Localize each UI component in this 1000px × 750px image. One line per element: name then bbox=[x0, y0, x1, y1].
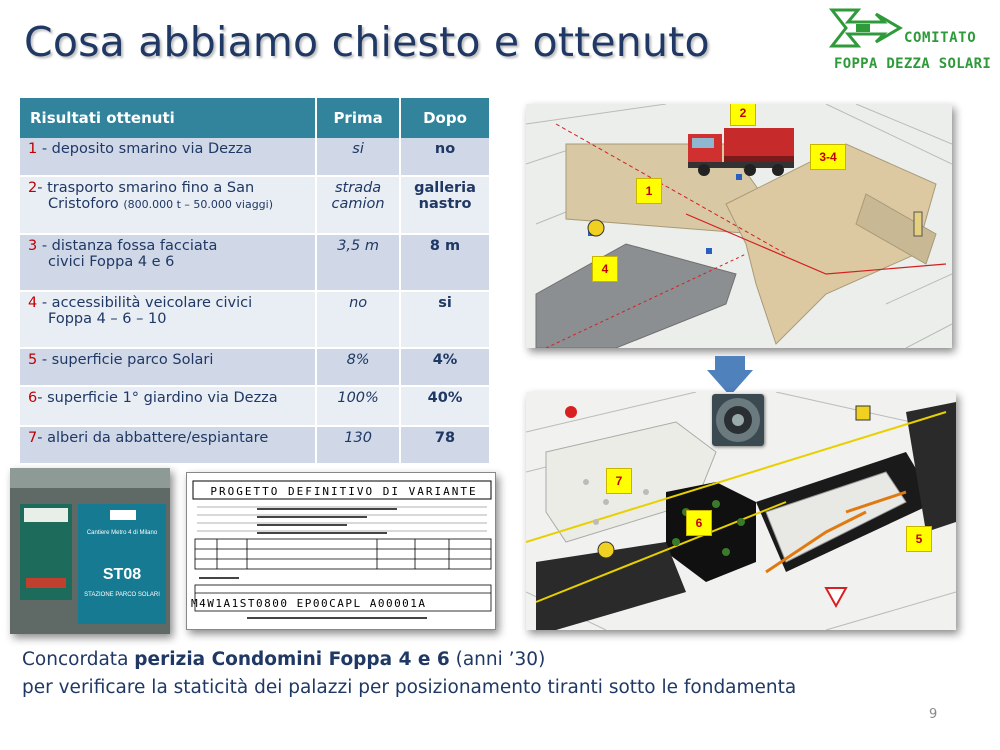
caption-line-1: Concordata perizia Condomini Foppa 4 e 6 (anni ’30) bbox=[22, 649, 546, 670]
drilling-shaft-drawing bbox=[712, 394, 764, 446]
map-marker-6: 6 bbox=[686, 510, 712, 536]
sign-line-2: STAZIONE PARCO SOLARI bbox=[84, 592, 160, 598]
document-title: PROGETTO DEFINITIVO DI VARIANTE bbox=[210, 485, 478, 498]
document-code: M4W1A1ST0800 EP00CAPL A00001A bbox=[191, 597, 427, 610]
site-sign-photo bbox=[10, 468, 170, 634]
site-plan-before bbox=[526, 104, 952, 348]
slide-title: Cosa abbiamo chiesto e ottenuto bbox=[24, 18, 710, 66]
map-marker-4: 4 bbox=[592, 256, 618, 282]
logo-line-1: COMITATO bbox=[904, 30, 977, 46]
map-marker-1: 1 bbox=[636, 178, 662, 204]
table-row: 2- trasporto smarino fino a San Cristoforo (800.000 t – 50.000 viaggi) strada camion galleria nastro bbox=[20, 176, 490, 234]
table-row: 6- superficie 1° giardino via Dezza 100% 40% bbox=[20, 386, 490, 426]
table-row: 7- alberi da abbattere/espiantare 130 78 bbox=[20, 426, 490, 464]
logo-line-2: FOPPA DEZZA SOLARI bbox=[834, 56, 992, 72]
table-row: 5 - superficie parco Solari 8% 4% bbox=[20, 348, 490, 386]
map-marker-3-4: 3-4 bbox=[810, 144, 846, 170]
map-marker-5: 5 bbox=[906, 526, 932, 552]
sign-line-1: Cantiere Metro 4 di Milano bbox=[86, 530, 158, 536]
results-table bbox=[20, 98, 491, 465]
table-row: 4 - accessibilità veicolare civici Foppa 4 – 6 – 10 no si bbox=[20, 291, 490, 348]
caption-bold: perizia Condomini Foppa 4 e 6 bbox=[134, 649, 450, 670]
site-sign-drawing bbox=[10, 468, 170, 634]
drilling-photo bbox=[712, 394, 764, 446]
caption-line-2: per verificare la staticità dei palazzi per posizionamento tiranti sotto le fondamenta bbox=[22, 677, 797, 698]
map-marker-7: 7 bbox=[606, 468, 632, 494]
site-plan-before-drawing bbox=[526, 104, 952, 348]
comitato-logo bbox=[828, 4, 996, 76]
table-header-row bbox=[20, 98, 490, 138]
header-dopo: Dopo bbox=[400, 98, 490, 138]
sign-code: ST08 bbox=[102, 566, 142, 583]
project-document bbox=[186, 472, 496, 630]
caption bbox=[22, 646, 796, 702]
header-risultati: Risultati ottenuti bbox=[20, 98, 316, 138]
header-prima: Prima bbox=[316, 98, 400, 138]
map-marker-2: 2 bbox=[730, 104, 756, 126]
table-row: 3 - distanza fossa facciata civici Foppa 4 e 6 3,5 m 8 m bbox=[20, 234, 490, 291]
page-number: 9 bbox=[929, 707, 938, 722]
logo-arrow-icon bbox=[828, 4, 908, 52]
table-row: 1 - deposito smarino via Dezza si no bbox=[20, 138, 490, 176]
down-arrow-icon bbox=[707, 356, 753, 396]
